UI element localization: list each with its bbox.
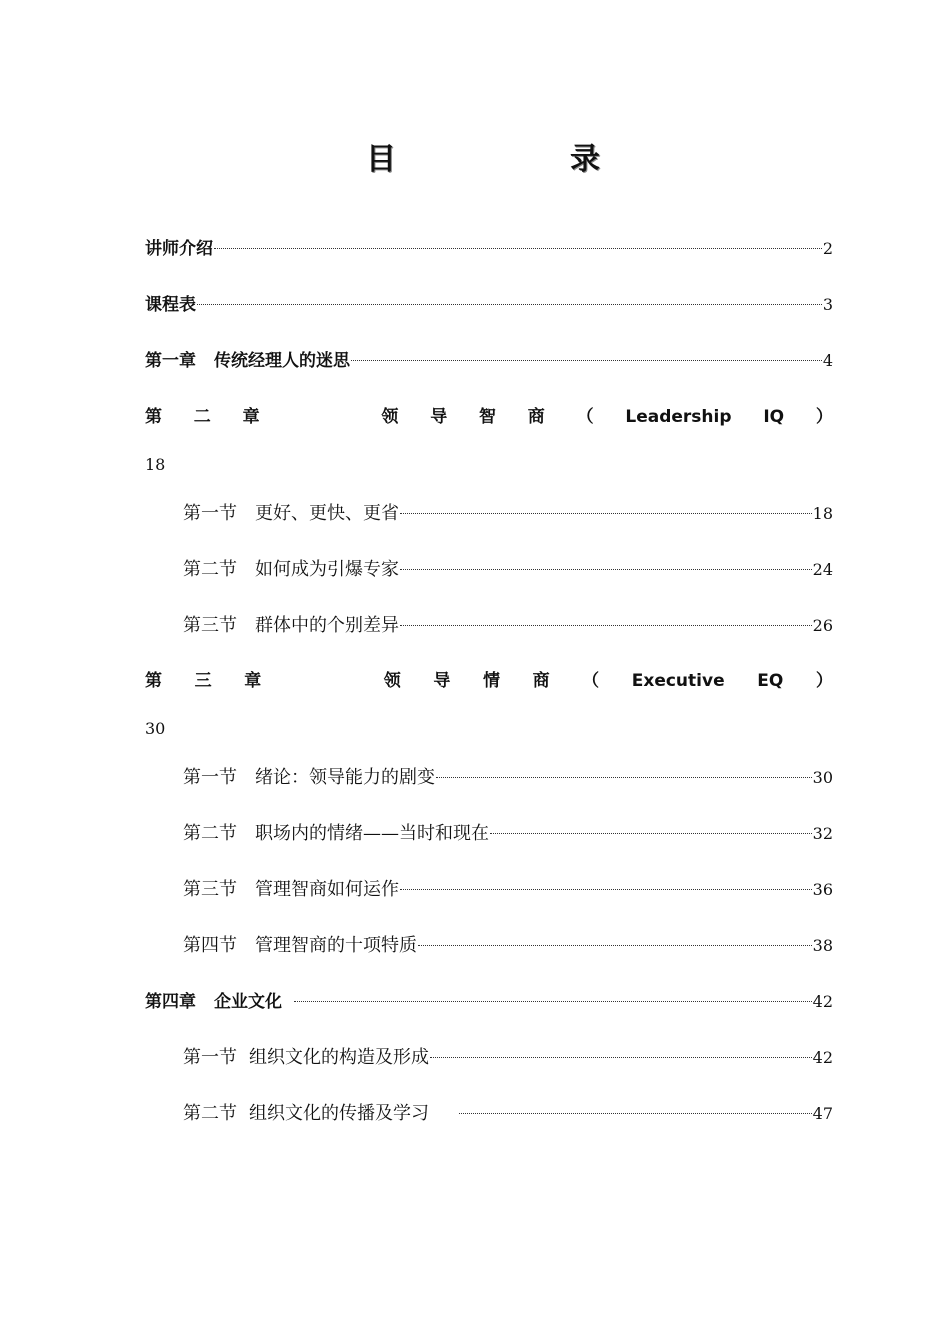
toc-entry-page: 47 (812, 1104, 833, 1123)
dot-leader (294, 1000, 812, 1002)
section-number: 第一节 (183, 1047, 237, 1068)
section-number: 第三节 (183, 879, 237, 900)
section-number: 第一节 (183, 767, 237, 788)
chapter-2-page: 18 (145, 455, 166, 474)
toc-entry-label (145, 346, 350, 371)
section-number: 第二节 (183, 1103, 237, 1124)
section-name: 组织文化的传播及学习 (249, 1103, 429, 1124)
dot-leader (400, 568, 812, 570)
toc-entry-section[interactable] (183, 763, 833, 789)
toc-entry-section[interactable] (183, 555, 833, 581)
toc-entry-section[interactable] (183, 931, 833, 957)
toc-entry-chapter-1[interactable] (145, 346, 833, 372)
toc-entry-section[interactable] (183, 1043, 833, 1069)
section-number: 第三节 (183, 615, 237, 636)
chapter-name: 企业文化 (214, 992, 282, 1012)
toc-entry-schedule[interactable] (145, 290, 833, 316)
toc-entry-label (183, 875, 399, 901)
chapter-3-part: Executive (631, 671, 725, 691)
chapter-2-part: ） (815, 407, 833, 427)
chapter-2-part: Leadership (625, 407, 732, 427)
section-name: 如何成为引爆专家 (255, 559, 399, 580)
chapter-2-part: 二 (193, 407, 211, 427)
section-name: 管理智商如何运作 (255, 879, 399, 900)
toc-entry-label (183, 499, 399, 525)
toc-entry-chapter-2[interactable] (145, 402, 833, 428)
dot-leader (351, 359, 822, 361)
toc-entry-page: 4 (822, 351, 833, 370)
chapter-3-part: 章 (244, 671, 262, 691)
chapter-2-part: 智 (478, 407, 496, 427)
toc-entry-page: 36 (812, 880, 833, 899)
title-char-2: 录 (570, 142, 600, 177)
toc-entry-label (145, 987, 282, 1012)
chapter-3-part: （ (582, 671, 600, 691)
section-number: 第二节 (183, 823, 237, 844)
toc-entry-page: 3 (822, 295, 833, 314)
dot-leader (418, 944, 812, 946)
dot-leader (490, 832, 812, 834)
toc-entry-label (183, 1099, 429, 1125)
chapter-3-part: 情 (482, 671, 500, 691)
dot-leader (436, 776, 812, 778)
toc-entry-page: 26 (812, 616, 833, 635)
chapter-2-part: 商 (527, 407, 545, 427)
section-name: 组织文化的构造及形成 (249, 1047, 429, 1068)
chapter-number: 第一章 (145, 351, 196, 371)
toc-entry-chapter-4[interactable] (145, 987, 833, 1013)
toc-entry-label (183, 931, 417, 957)
toc-entry-page: 32 (812, 824, 833, 843)
toc-entry-label (183, 819, 489, 845)
chapter-3-part: 领 (383, 671, 401, 691)
chapter-2-part: （ (576, 407, 594, 427)
toc-entry-page: 38 (812, 936, 833, 955)
toc-entry-label (183, 555, 399, 581)
dot-leader (400, 888, 812, 890)
toc-entry-page: 42 (812, 1048, 833, 1067)
section-number: 第一节 (183, 503, 237, 524)
section-number: 第四节 (183, 935, 237, 956)
toc-entry-page: 24 (812, 560, 833, 579)
toc-entry-page: 30 (812, 768, 833, 787)
chapter-2-part: 第 (145, 407, 162, 427)
section-name: 更好、更快、更省 (255, 503, 399, 524)
dot-leader (400, 512, 812, 514)
toc-entry-section[interactable] (183, 1099, 833, 1125)
toc-entry-section[interactable] (183, 611, 833, 637)
toc-entry-label: 课程表 (145, 295, 196, 315)
chapter-3-part: EQ (757, 671, 784, 691)
toc-entry-label (183, 1043, 429, 1069)
dot-leader (430, 1056, 812, 1058)
chapter-name: 传统经理人的迷思 (214, 351, 350, 371)
chapter-2-part: IQ (763, 407, 785, 427)
dot-leader (400, 624, 812, 626)
section-name: 管理智商的十项特质 (255, 935, 417, 956)
dot-leader (197, 303, 822, 305)
toc-entry-instructor[interactable] (145, 234, 833, 260)
chapter-3-part: 三 (194, 671, 212, 691)
toc-entry-section[interactable] (183, 499, 833, 525)
toc-entry-page: 42 (812, 992, 833, 1011)
toc-entry-label (183, 763, 435, 789)
chapter-3-page: 30 (145, 719, 166, 738)
dot-leader (214, 247, 822, 249)
chapter-2-part: 章 (242, 407, 260, 427)
toc-entry-page: 18 (812, 504, 833, 523)
toc-entry-page: 2 (822, 239, 833, 258)
toc-entry-chapter-3[interactable] (145, 666, 833, 692)
toc-entry-label (183, 611, 399, 637)
chapter-2-part: 领 (381, 407, 399, 427)
chapter-number: 第四章 (145, 992, 196, 1012)
dot-leader (459, 1112, 812, 1114)
toc-entry-section[interactable] (183, 875, 833, 901)
toc-entry-label: 讲师介绍 (145, 239, 213, 259)
section-name: 群体中的个别差异 (255, 615, 399, 636)
chapter-2-part: 导 (430, 407, 448, 427)
toc-title (0, 134, 950, 178)
section-name: 绪论：领导能力的剧变 (255, 767, 435, 788)
chapter-3-part: 第 (145, 671, 162, 691)
section-name: 职场内的情绪——当时和现在 (255, 823, 489, 844)
chapter-3-part: 导 (433, 671, 451, 691)
chapter-3-part: ） (815, 671, 833, 691)
toc-entry-section[interactable] (183, 819, 833, 845)
title-char-1: 目 (366, 142, 396, 177)
chapter-3-part: 商 (532, 671, 550, 691)
section-number: 第二节 (183, 559, 237, 580)
